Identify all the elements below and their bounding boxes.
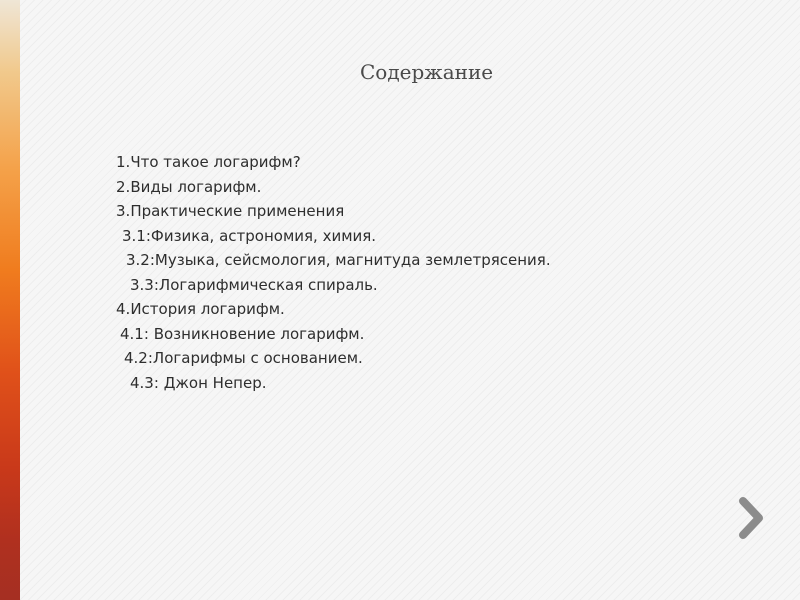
toc-text: Что такое логарифм? [130,153,301,171]
toc-item [116,346,551,371]
toc-item [116,175,551,200]
table-of-contents [116,150,551,395]
toc-number: 3. [116,202,131,220]
toc-item [116,371,551,396]
toc-item [116,273,551,298]
toc-number: 3.1: [122,226,151,245]
toc-number: 3.3: [130,275,159,294]
toc-number: 4.3: [130,373,159,392]
toc-item [116,248,551,273]
toc-text: Джон Непер. [158,373,267,392]
next-slide-button[interactable] [733,493,767,543]
slide-title: Содержание [360,60,494,84]
toc-item [116,199,551,224]
toc-text: Возникновение логарифм. [148,324,365,343]
toc-number: 4.1: [120,324,149,343]
toc-number: 4.2: [124,349,153,367]
toc-text: Виды логарифм. [130,177,262,196]
toc-number: 4. [116,300,131,318]
toc-text: Практические применения [130,202,345,220]
toc-text: Физика, астрономия, химия. [150,226,377,245]
toc-text: Музыка, сейсмология, магнитуда землетрясения. [154,251,551,269]
toc-item [116,297,551,322]
toc-item [116,322,551,347]
chevron-right-icon [733,493,767,543]
toc-text: История логарифм. [130,300,285,318]
toc-number: 1. [116,153,131,171]
accent-bar [0,0,20,600]
toc-item [116,224,551,249]
toc-text: Логарифмическая спираль. [158,275,378,294]
toc-text: Логарифмы с основанием. [152,349,363,367]
toc-item [116,150,551,175]
toc-number: 2. [116,177,131,196]
toc-number: 3.2: [126,251,155,269]
